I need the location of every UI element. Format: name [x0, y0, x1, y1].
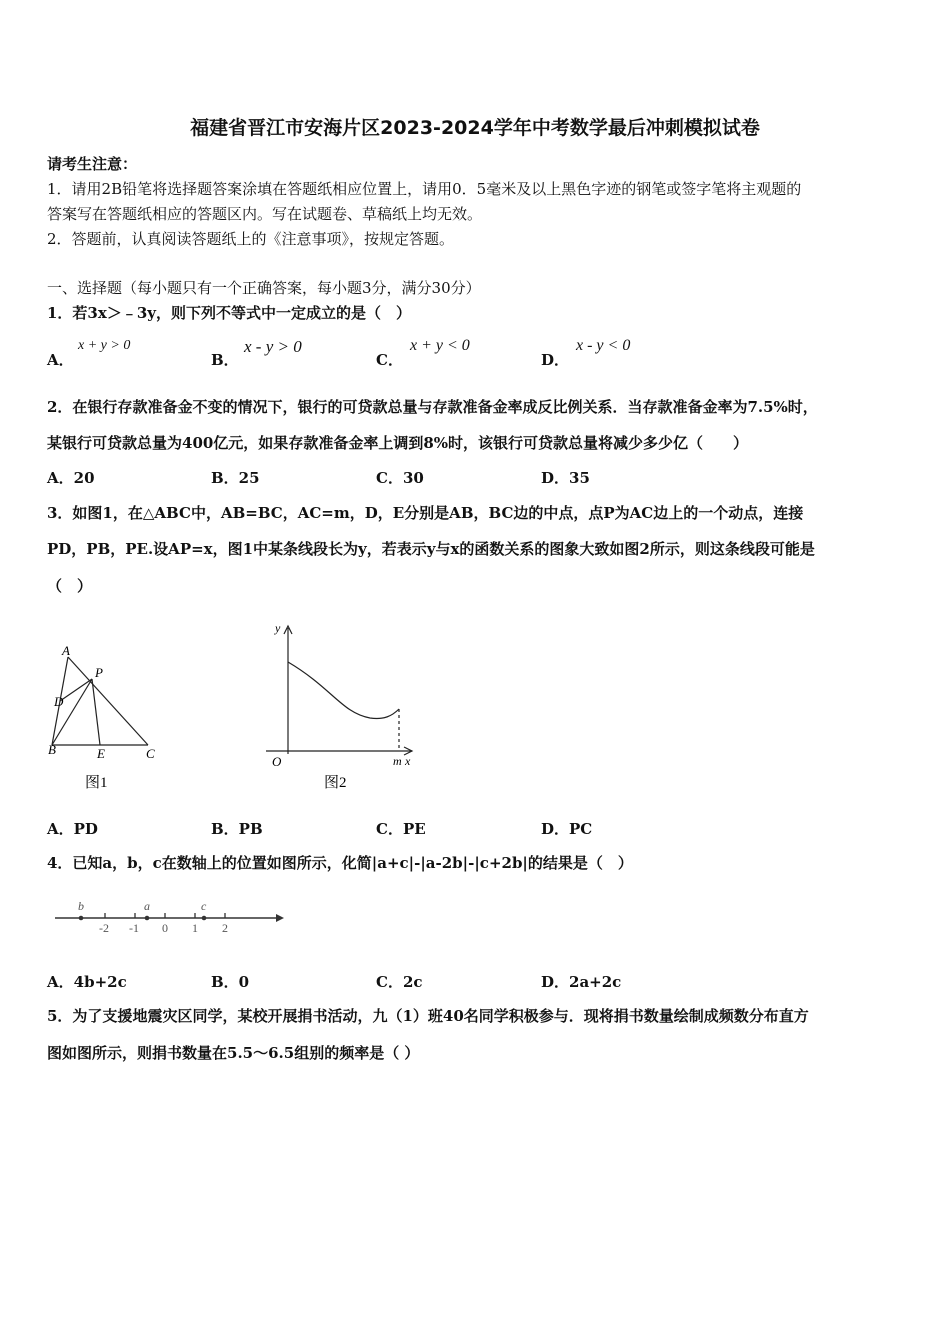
q2-option-d: D．35 [541, 469, 590, 487]
q1-option-d-label: D． [541, 351, 570, 369]
q4-option-a: A．4b+2c [47, 973, 127, 991]
number-line-point-label-a: a [144, 899, 150, 913]
q1-option-c-label: C． [376, 351, 403, 369]
fig1-label-b: B [48, 742, 56, 757]
question-5-line-1: 5．为了支援地震灾区同学，某校开展捐书活动，九（1）班40名同学积极参与．现将捐书数量绘制成频数分布直方 [47, 1007, 809, 1025]
number-line-tick-label: -2 [99, 921, 109, 935]
fig2-origin-label: O [272, 754, 282, 769]
q3-option-a: A．PD [47, 820, 98, 838]
notice-line-2: 2．答题前，认真阅读答题纸上的《注意事项》，按规定答题。 [47, 230, 455, 248]
q3-option-c: C．PE [376, 820, 426, 838]
number-line-point-label-b: b [78, 899, 84, 913]
fig1-label-d: D [54, 694, 64, 709]
question-2-line-2: 某银行可贷款总量为400亿元，如果存款准备金率上调到8%时，该银行可贷款总量将减少多少亿（ ） [47, 434, 749, 452]
question-3-line-3: （ ） [47, 577, 93, 595]
fig1-caption: 图1 [85, 775, 108, 791]
q1-option-b-expr: x - y > 0 [244, 337, 302, 356]
question-5-line-2: 图如图所示，则捐书数量在5.5～6.5组别的频率是（ ） [47, 1044, 420, 1062]
question-3-line-1: 3．如图1，在△ABC中，AB=BC，AC=m，D，E分别是AB，BC边的中点，点P为AC边上的一个动点，连接 [47, 504, 804, 522]
notice-heading: 请考生注意： [47, 155, 138, 173]
question-1-stem: 1．若3x＞﹣3y，则下列不等式中一定成立的是（ ） [47, 304, 411, 322]
question-4-stem: 4．已知a，b，c在数轴上的位置如图所示，化简|a+c|-|a-2b|-|c+2b|的结果是（ ） [47, 854, 633, 872]
figure-2-graph [262, 618, 422, 796]
number-line-point-label-c: c [201, 899, 207, 913]
question-2-line-1: 2．在银行存款准备金不变的情况下，银行的可贷款总量与存款准备金率成反比例关系．当存款准备金率为7.5%时， [47, 398, 818, 416]
q4-option-d: D．2a+2c [541, 973, 622, 991]
q2-option-a: A．20 [47, 469, 95, 487]
page-title: 福建省晋江市安海片区2023-2024学年中考数学最后冲刺模拟试卷 [190, 117, 760, 139]
number-line-point-a [145, 916, 150, 921]
number-line-tick-label: 2 [222, 921, 228, 935]
fig1-label-p: P [95, 665, 103, 680]
number-line-tick-label: 1 [192, 921, 198, 935]
q2-option-b: B．25 [211, 469, 260, 487]
fig2-caption: 图2 [324, 775, 347, 791]
number-line-tick-label: -1 [129, 921, 139, 935]
q1-option-b-label: B． [211, 351, 239, 369]
fig2-axis-y-label: y [275, 621, 281, 635]
fig1-label-e: E [97, 746, 105, 761]
q1-option-a-label: A． [47, 351, 74, 369]
number-line-point-b [79, 916, 84, 921]
section-heading: 一、选择题（每小题只有一个正确答案，每小题3分，满分30分） [47, 279, 481, 297]
q1-option-d-expr: x - y < 0 [576, 337, 631, 354]
q4-option-c: C．2c [376, 973, 423, 991]
q4-option-b: B．0 [211, 973, 250, 991]
number-line-point-c [202, 916, 207, 921]
q2-option-c: C．30 [376, 469, 424, 487]
q1-option-a-expr: x + y > 0 [78, 338, 131, 353]
number-line [50, 895, 290, 945]
fig2-m-label: m [393, 754, 402, 768]
q3-option-d: D．PC [541, 820, 593, 838]
figure-1-triangle [40, 640, 170, 800]
notice-line-1b: 答案写在答题纸相应的答题区内。写在试题卷、草稿纸上均无效。 [47, 205, 483, 223]
fig1-label-c: C [146, 746, 155, 761]
notice-line-1: 1．请用2B铅笔将选择题答案涂填在答题纸相应位置上，请用0．5毫米及以上黑色字迹的钢笔或签字笔将主观题的 [47, 180, 802, 198]
question-3-line-2: PD，PB，PE.设AP=x，图1中某条线段长为y，若表示y与x的函数关系的图象大致如图2所示，则这条线段可能是 [47, 540, 815, 558]
fig2-axis-x-label: x [405, 754, 411, 768]
number-line-tick-label: 0 [162, 921, 168, 935]
q1-option-c-expr: x + y < 0 [410, 337, 470, 354]
fig1-label-a: A [62, 643, 70, 658]
q3-option-b: B．PB [211, 820, 263, 838]
